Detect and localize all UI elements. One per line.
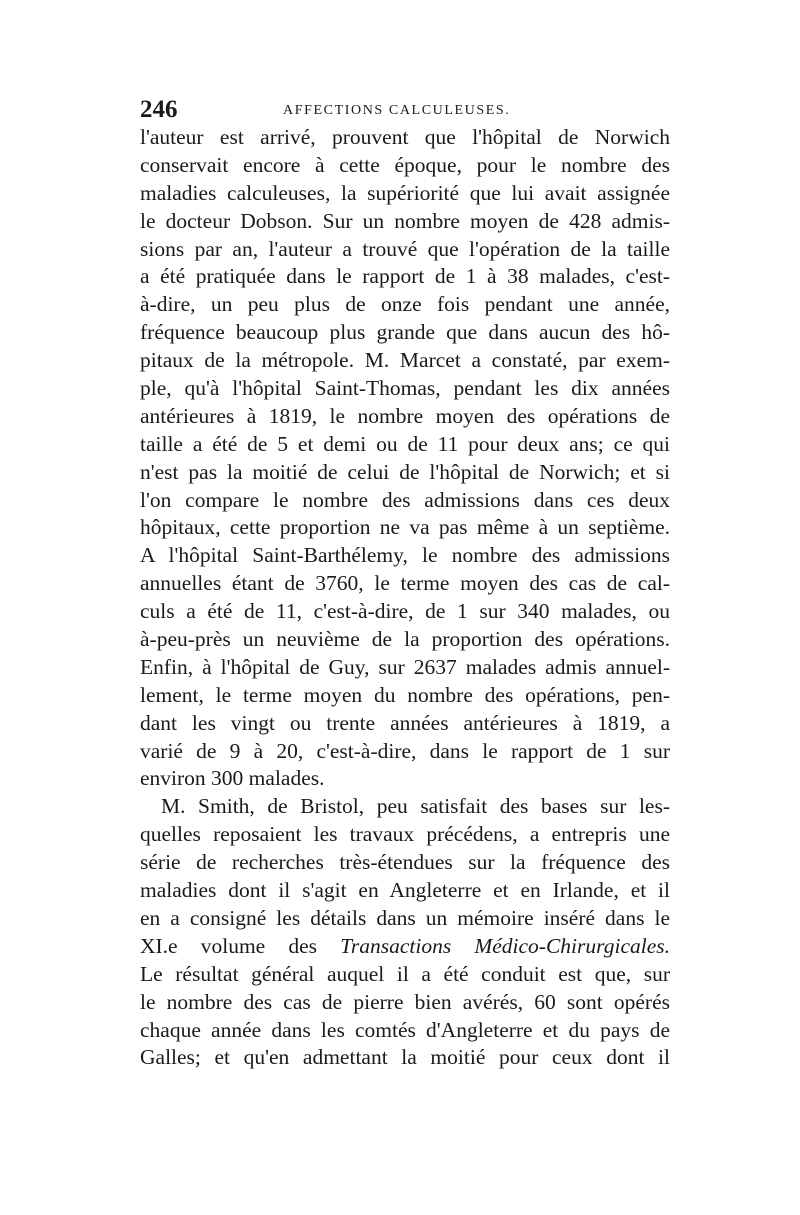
text-line: l'auteur est arrivé, prouvent que l'hôpital de Norwich xyxy=(140,125,670,149)
text-line: le nombre des cas de pierre bien avérés, 60 sont opérés xyxy=(140,989,670,1014)
text-line: maladies calculeuses, la supériorité que lui avait assignée xyxy=(140,180,670,205)
text-line: pitaux de la métropole. M. Marcet a constaté, par exem- xyxy=(140,348,670,373)
text-line: antérieures à 1819, le nombre moyen des opérations de xyxy=(140,403,670,428)
body-text xyxy=(140,124,670,1072)
text-line: l'on compare le nombre des admissions dans ces deux xyxy=(140,487,670,512)
page-number: 246 xyxy=(140,96,178,123)
text-line: a été pratiquée dans le rapport de 1 à 38 malades, c'est- xyxy=(140,264,670,289)
text-line: taille a été de 5 et demi ou de 11 pour deux ans; ce qui xyxy=(140,431,670,456)
text-line: lement, le terme moyen du nombre des opérations, pen- xyxy=(140,682,670,707)
text-line: n'est pas la moitié de celui de l'hôpital de Norwich; et si xyxy=(140,459,670,484)
text-line: le docteur Dobson. Sur un nombre moyen de 428 admis- xyxy=(140,208,670,233)
text-line: Galles; et qu'en admettant la moitié pour ceux dont il xyxy=(140,1045,670,1070)
text-line: annuelles étant de 3760, le terme moyen des cas de cal- xyxy=(140,571,670,596)
text-line: A l'hôpital Saint-Barthélemy, le nombre des admissions xyxy=(140,543,670,568)
text-line: culs a été de 11, c'est-à-dire, de 1 sur 340 malades, ou xyxy=(140,599,670,624)
running-title: AFFECTIONS CALCULEUSES. xyxy=(283,103,511,118)
text-line xyxy=(140,933,670,961)
page-header xyxy=(140,96,670,124)
text-line: dant les vingt ou trente années antérieures à 1819, a xyxy=(140,710,670,735)
text-line: chaque année dans les comtés d'Angleterre et du pays de xyxy=(140,1017,670,1042)
text-line: conservait encore à cette époque, pour le nombre des xyxy=(140,152,670,177)
text-line: Enfin, à l'hôpital de Guy, sur 2637 malades admis annuel- xyxy=(140,654,670,679)
journal-title: Transactions Médico-Chirurgicales. xyxy=(340,933,670,958)
text-line: à-dire, un peu plus de onze fois pendant une année, xyxy=(140,292,670,317)
text-line: maladies dont il s'agit en Angleterre et en Irlande, et il xyxy=(140,878,670,903)
text-line: série de recherches très-étendues sur la fréquence des xyxy=(140,850,670,875)
text-line: M. Smith, de Bristol, peu satisfait des bases sur les- xyxy=(161,794,670,819)
text-line: quelles reposaient les travaux précédens, a entrepris une xyxy=(140,822,670,847)
text-line: Le résultat général auquel il a été conduit est que, sur xyxy=(140,961,670,986)
text-line: varié de 9 à 20, c'est-à-dire, dans le rapport de 1 sur xyxy=(140,738,670,763)
text-segment: XI.e volume des xyxy=(140,933,341,958)
text-line: à-peu-près un neuvième de la proportion des opérations. xyxy=(140,627,670,652)
text-line: en a consigné les détails dans un mémoire inséré dans le xyxy=(140,905,670,930)
text-line: hôpitaux, cette proportion ne va pas même à un septième. xyxy=(140,515,670,540)
text-line: sions par an, l'auteur a trouvé que l'opération de la taille xyxy=(140,236,670,261)
text-line: environ 300 malades. xyxy=(140,766,325,791)
text-line: fréquence beaucoup plus grande que dans aucun des hô- xyxy=(140,320,670,345)
text-line: ple, qu'à l'hôpital Saint-Thomas, pendant les dix années xyxy=(140,376,670,401)
